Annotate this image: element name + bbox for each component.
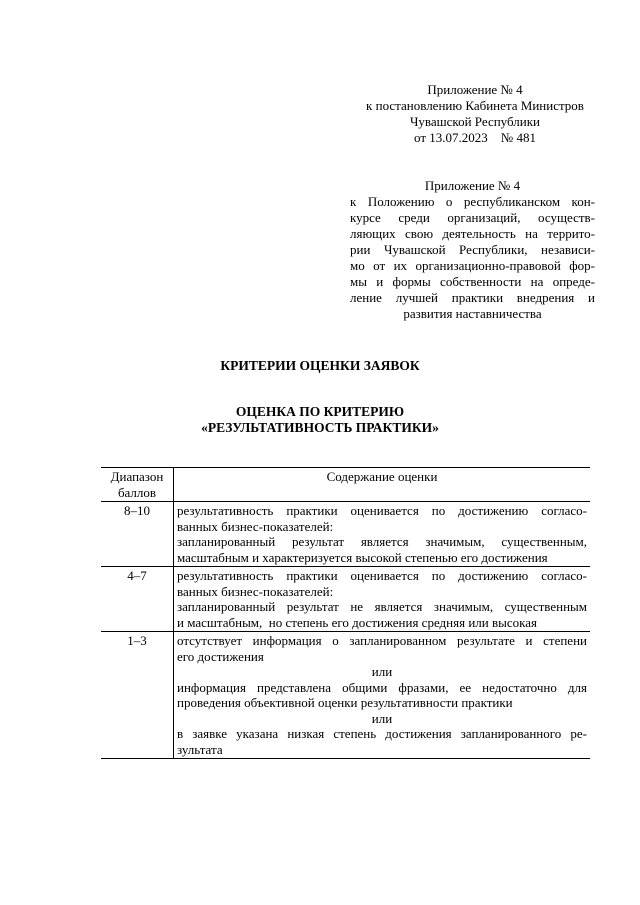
content-line: ванных бизнес-показателей:: [177, 583, 334, 599]
or-separator: или: [371, 664, 393, 679]
criterion-heading-line1: ОЦЕНКА ПО КРИТЕРИЮ: [235, 404, 405, 419]
content-line: запланированный результат не является значимым, существенным: [177, 599, 587, 614]
content-line: зультата: [177, 741, 223, 757]
appendix-resolution-line: Приложение № 4: [427, 82, 523, 97]
table-row: [101, 632, 590, 759]
range-header-line2: баллов: [117, 484, 157, 500]
table-header-row: [101, 468, 590, 502]
appendix-resolution-line: к постановлению Кабинета Министров: [366, 98, 584, 113]
score-range-cell: 1–3: [101, 632, 174, 759]
score-range-cell: 4–7: [101, 567, 174, 632]
criteria-heading: КРИТЕРИИ ОЦЕНКИ ЗАЯВОК: [220, 358, 420, 373]
content-line: результативность практики оценивается по достижению согласо-: [177, 568, 587, 583]
appendix-resolution-block: [350, 82, 600, 146]
content-line: запланированный результат является значимым, существенным,: [177, 534, 587, 549]
score-range-cell: 8–10: [101, 502, 174, 567]
content-cell: [174, 632, 591, 759]
content-line: в заявке указана низкая степень достижения запланированного ре-: [177, 726, 587, 741]
content-line: информация представлена общими фразами, ее недостаточно для: [177, 679, 587, 695]
range-header-line1: Диапазон: [110, 469, 164, 484]
content-line: проведения объективной оценки результативности практики: [177, 695, 513, 710]
appendix-regulation-block: [350, 178, 595, 322]
appendix-regulation-line: мы и формы собственности на опреде-: [350, 274, 595, 289]
appendix-regulation-line: мо от их организационно-правовой фор-: [350, 258, 595, 273]
appendix-regulation-line: ление лучшей практики внедрения и: [350, 290, 595, 305]
appendix-resolution-date: от 13.07.2023 № 481: [414, 130, 536, 145]
range-header: [101, 468, 174, 502]
appendix-regulation-line: ляющих свою деятельность на террито-: [350, 226, 595, 241]
criterion-heading-line2: «РЕЗУЛЬТАТИВНОСТЬ ПРАКТИКИ»: [201, 420, 439, 435]
appendix-regulation-line: к Положению о республиканском кон-: [350, 194, 595, 209]
criterion-heading: [0, 404, 640, 436]
appendix-regulation-line: рии Чувашской Республики, независи-: [350, 242, 595, 257]
content-line: результативность практики оценивается по достижению согласо-: [177, 503, 587, 518]
table-row: [101, 502, 590, 567]
content-cell: [174, 502, 591, 567]
table-row: [101, 567, 590, 632]
content-line: и масштабным, но степень его достижения средняя или высокая: [177, 614, 537, 630]
content-cell: [174, 567, 591, 632]
appendix-regulation-line: курсе среди организаций, осуществ-: [350, 210, 595, 225]
content-header: Содержание оценки: [174, 468, 591, 502]
content-line: его достижения: [177, 648, 264, 664]
appendix-regulation-line: развития наставничества: [403, 306, 542, 321]
criteria-table: [101, 467, 590, 759]
appendix-resolution-line: Чувашской Республики: [409, 114, 541, 129]
appendix-regulation-title: Приложение № 4: [424, 178, 521, 193]
or-separator: или: [371, 710, 393, 726]
content-line: ванных бизнес-показателей:: [177, 518, 334, 534]
content-line: масштабным и характеризуется высокой степенью его достижения: [177, 549, 548, 565]
content-line: отсутствует информация о запланированном результате и степени: [177, 633, 587, 648]
